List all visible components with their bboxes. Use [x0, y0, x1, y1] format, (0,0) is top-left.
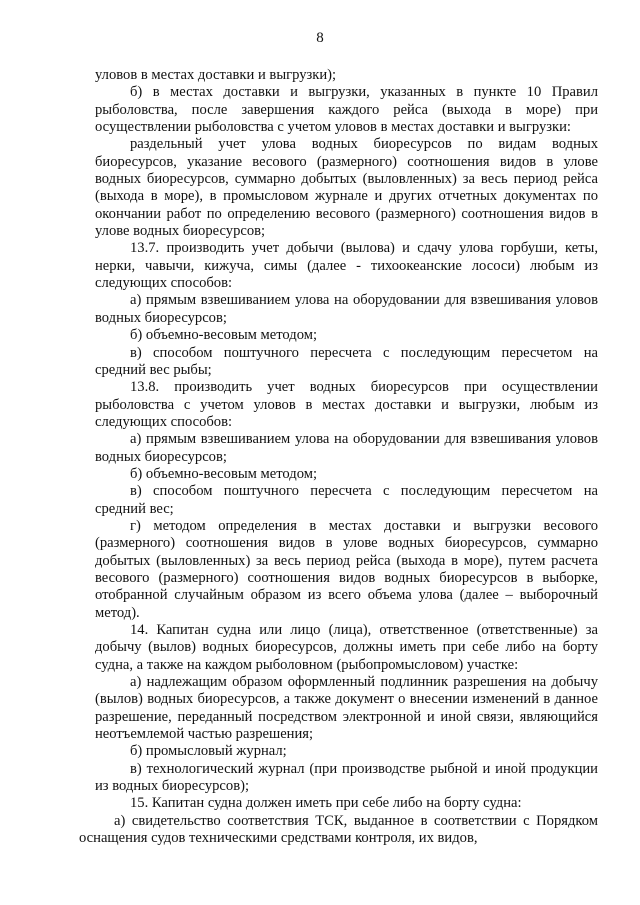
paragraph: б) объемно-весовым методом; [130, 327, 318, 344]
paragraph: б) объемно-весовым методом; [130, 465, 318, 482]
paragraph: 15. Капитан судна должен иметь при себе либо на борту судна: [130, 795, 522, 812]
paragraph: раздельный учет улова водных биоресурсов по видам водных биоресурсов, указание весового (размерного) соотношения видов в улове водных биоресурсов, суммарно добытых (выловленных) за весь период рейса (выхода в море), в промысловом журнале и других отчетных документах по окончании работ по определению весового (размерного) соотношения видов в улове водных биоресурсов; [95, 136, 598, 240]
paragraph: г) методом определения в местах доставки и выгрузки весового (размерного) соотношения видов в улове водных биоресурсов, суммарно добытых (выловленных) за весь период рейса (выхода в море), путем расчета весового (размерного) соотношения видов водных биоресурсов в выборке, отобранной случайным образом из всего объема улова (далее – выборочный метод). [95, 517, 598, 621]
paragraph: в) технологический журнал (при производстве рыбной и иной продукции из водных биоресурсов); [95, 760, 598, 795]
paragraph: б) в местах доставки и выгрузки, указанных в пункте 10 Правил рыболовства, после завершения каждого рейса (выхода в море) при осуществлении рыболовства с учетом уловов в местах доставки и выгрузки: [95, 84, 598, 136]
paragraph: 13.8. производить учет водных биоресурсов при осуществлении рыболовства с учетом уловов в местах доставки и выгрузки, любым из следующих способов: [95, 379, 598, 430]
paragraph: б) промысловый журнал; [130, 743, 287, 760]
paragraph: а) надлежащим образом оформленный подлинник разрешения на добычу (вылов) водных биоресурсов, а также документ о внесении изменений в данное разрешение, переданный посредством электронной и иной связи, являющийся неотъемлемой частью разрешения; [95, 674, 598, 743]
paragraph: 14. Капитан судна или лицо (лица), ответственное (ответственные) за добычу (вылов) водных биоресурсов, должны иметь при себе либо на борту судна, а также на каждом рыболовном (рыбопромысловом) участке: [95, 622, 598, 673]
paragraph: а) прямым взвешиванием улова на оборудовании для взвешивания уловов водных биоресурсов; [95, 292, 598, 326]
paragraph: а) прямым взвешиванием улова на оборудовании для взвешивания уловов водных биоресурсов; [95, 431, 598, 465]
document-body [79, 67, 598, 847]
page-number: 8 [316, 30, 324, 46]
paragraph: 13.7. производить учет добычи (вылова) и сдачу улова горбуши, кеты, нерки, чавычи, кижуча, симы (далее - тихоокеанские лососи) любым из следующих способов: [95, 240, 598, 292]
paragraph: уловов в местах доставки и выгрузки); [95, 67, 337, 83]
paragraph: а) свидетельство соответствия ТСК, выданное в соответствии с Порядком оснащения судов техническими средствами контроля, их видов, [79, 812, 598, 847]
paragraph: в) способом поштучного пересчета с последующим пересчетом на средний вес; [95, 483, 598, 517]
paragraph: в) способом поштучного пересчета с последующим пересчетом на средний вес рыбы; [95, 344, 598, 378]
